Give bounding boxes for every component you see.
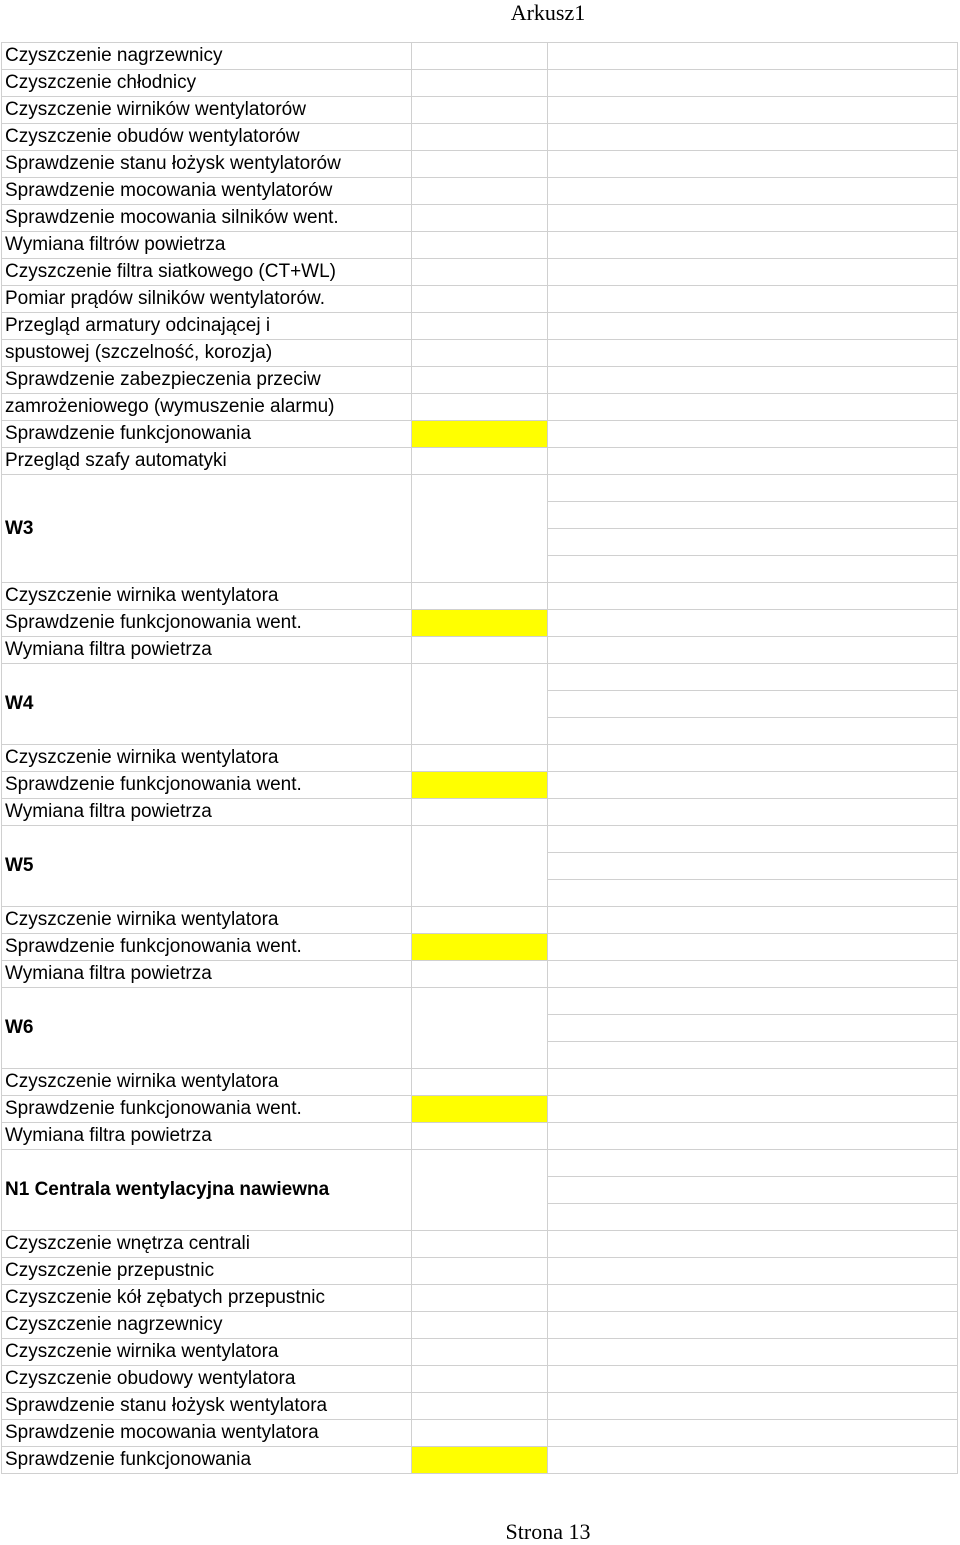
- empty-cell[interactable]: [412, 313, 548, 340]
- section-heading-cell[interactable]: W4: [2, 664, 412, 745]
- empty-cell[interactable]: [548, 1339, 958, 1366]
- empty-cell[interactable]: [548, 1258, 958, 1285]
- table-row: [2, 367, 958, 394]
- table-row: [2, 70, 958, 97]
- task-cell[interactable]: Czyszczenie chłodnicy: [2, 70, 412, 97]
- task-cell[interactable]: Wymiana filtra powietrza: [2, 799, 412, 826]
- table-row: [2, 1069, 958, 1096]
- empty-cell[interactable]: [548, 691, 958, 718]
- table-row: [2, 961, 958, 988]
- sheet-name: Arkusz1: [510, 0, 586, 25]
- empty-cell[interactable]: [412, 286, 548, 313]
- empty-cell[interactable]: [548, 1123, 958, 1150]
- table-row: [2, 799, 958, 826]
- empty-cell[interactable]: [412, 1123, 548, 1150]
- task-cell[interactable]: Sprawdzenie funkcjonowania went.: [2, 1096, 412, 1123]
- empty-cell[interactable]: [548, 610, 958, 637]
- task-cell[interactable]: Wymiana filtra powietrza: [2, 961, 412, 988]
- task-cell[interactable]: Sprawdzenie stanu łożysk wentylatorów: [2, 151, 412, 178]
- task-cell[interactable]: Czyszczenie wirnika wentylatora: [2, 1069, 412, 1096]
- task-cell[interactable]: Pomiar prądów silników wentylatorów.: [2, 286, 412, 313]
- section-heading-cell[interactable]: N1 Centrala wentylacyjna nawiewna: [2, 1150, 412, 1231]
- table-row: [2, 907, 958, 934]
- empty-cell[interactable]: [548, 286, 958, 313]
- empty-cell[interactable]: [412, 1069, 548, 1096]
- task-cell[interactable]: Czyszczenie wirnika wentylatora: [2, 907, 412, 934]
- empty-cell[interactable]: [548, 637, 958, 664]
- empty-cell[interactable]: [548, 70, 958, 97]
- table-row: [2, 826, 958, 853]
- task-cell[interactable]: Sprawdzenie mocowania wentylatorów: [2, 178, 412, 205]
- empty-cell[interactable]: [548, 232, 958, 259]
- empty-cell[interactable]: [548, 1393, 958, 1420]
- task-cell[interactable]: Czyszczenie filtra siatkowego (CT+WL): [2, 259, 412, 286]
- table-row: [2, 124, 958, 151]
- empty-cell[interactable]: [548, 880, 958, 907]
- empty-cell[interactable]: [412, 43, 548, 70]
- spreadsheet-table: [1, 42, 958, 1474]
- empty-cell[interactable]: [412, 1312, 548, 1339]
- empty-cell[interactable]: [412, 178, 548, 205]
- table-row: [2, 1393, 958, 1420]
- empty-cell[interactable]: [548, 313, 958, 340]
- empty-cell[interactable]: [412, 664, 548, 745]
- task-cell[interactable]: Czyszczenie kół zębatych przepustnic: [2, 1285, 412, 1312]
- empty-cell[interactable]: [412, 232, 548, 259]
- task-cell[interactable]: Czyszczenie obudowy wentylatora: [2, 1366, 412, 1393]
- task-cell[interactable]: Wymiana filtra powietrza: [2, 1123, 412, 1150]
- task-cell[interactable]: Sprawdzenie funkcjonowania went.: [2, 934, 412, 961]
- empty-cell[interactable]: [548, 1420, 958, 1447]
- highlighted-cell[interactable]: [412, 772, 548, 799]
- task-cell[interactable]: Wymiana filtra powietrza: [2, 637, 412, 664]
- table-row: [2, 151, 958, 178]
- empty-cell[interactable]: [412, 124, 548, 151]
- task-cell[interactable]: spustowej (szczelność, korozja): [2, 340, 412, 367]
- empty-cell[interactable]: [412, 340, 548, 367]
- empty-cell[interactable]: [412, 475, 548, 583]
- empty-cell[interactable]: [412, 799, 548, 826]
- page-number: Strona 13: [505, 1519, 591, 1544]
- empty-cell[interactable]: [412, 205, 548, 232]
- empty-cell[interactable]: [412, 988, 548, 1069]
- empty-cell[interactable]: [548, 1231, 958, 1258]
- empty-cell[interactable]: [548, 1069, 958, 1096]
- empty-cell[interactable]: [548, 1015, 958, 1042]
- empty-cell[interactable]: [548, 178, 958, 205]
- empty-cell[interactable]: [548, 1285, 958, 1312]
- empty-cell[interactable]: [412, 1285, 548, 1312]
- table-row: [2, 475, 958, 502]
- empty-cell[interactable]: [412, 745, 548, 772]
- empty-cell[interactable]: [412, 151, 548, 178]
- task-cell[interactable]: Sprawdzenie funkcjonowania: [2, 421, 412, 448]
- empty-cell[interactable]: [548, 97, 958, 124]
- table-row: [2, 97, 958, 124]
- table-row: [2, 1366, 958, 1393]
- empty-cell[interactable]: [412, 1339, 548, 1366]
- empty-cell[interactable]: [412, 367, 548, 394]
- empty-cell[interactable]: [548, 475, 958, 502]
- task-cell[interactable]: Sprawdzenie funkcjonowania went.: [2, 610, 412, 637]
- table-row: [2, 259, 958, 286]
- task-cell[interactable]: Sprawdzenie funkcjonowania: [2, 1447, 412, 1474]
- task-cell[interactable]: Czyszczenie obudów wentylatorów: [2, 124, 412, 151]
- empty-cell[interactable]: [548, 1447, 958, 1474]
- empty-cell[interactable]: [548, 1096, 958, 1123]
- empty-cell[interactable]: [548, 799, 958, 826]
- highlighted-cell[interactable]: [412, 1447, 548, 1474]
- task-cell[interactable]: Sprawdzenie zabezpieczenia przeciw: [2, 367, 412, 394]
- empty-cell[interactable]: [548, 772, 958, 799]
- table-row: [2, 448, 958, 475]
- empty-cell[interactable]: [548, 1204, 958, 1231]
- section-heading-cell[interactable]: W6: [2, 988, 412, 1069]
- empty-cell[interactable]: [412, 1393, 548, 1420]
- table-row: [2, 394, 958, 421]
- task-cell[interactable]: Czyszczenie wirnika wentylatora: [2, 583, 412, 610]
- task-cell[interactable]: Czyszczenie nagrzewnicy: [2, 1312, 412, 1339]
- empty-cell[interactable]: [548, 583, 958, 610]
- task-cell[interactable]: Czyszczenie wirnika wentylatora: [2, 745, 412, 772]
- table-row: [2, 178, 958, 205]
- task-cell[interactable]: Czyszczenie wirników wentylatorów: [2, 97, 412, 124]
- empty-cell[interactable]: [412, 1420, 548, 1447]
- task-cell[interactable]: Sprawdzenie mocowania silników went.: [2, 205, 412, 232]
- task-cell[interactable]: Czyszczenie nagrzewnicy: [2, 43, 412, 70]
- highlighted-cell[interactable]: [412, 934, 548, 961]
- empty-cell[interactable]: [412, 907, 548, 934]
- table-row: [2, 1339, 958, 1366]
- table-row: [2, 1096, 958, 1123]
- task-cell[interactable]: Przegląd armatury odcinającej i: [2, 313, 412, 340]
- task-cell[interactable]: Czyszczenie wirnika wentylatora: [2, 1339, 412, 1366]
- section-heading-cell[interactable]: W3: [2, 475, 412, 583]
- section-heading-cell[interactable]: W5: [2, 826, 412, 907]
- empty-cell[interactable]: [548, 826, 958, 853]
- empty-cell[interactable]: [548, 421, 958, 448]
- highlighted-cell[interactable]: [412, 610, 548, 637]
- empty-cell[interactable]: [412, 826, 548, 907]
- table-row: [2, 232, 958, 259]
- table-row: [2, 205, 958, 232]
- empty-cell[interactable]: [412, 1150, 548, 1231]
- empty-cell[interactable]: [412, 394, 548, 421]
- empty-cell[interactable]: [548, 259, 958, 286]
- empty-cell[interactable]: [548, 1366, 958, 1393]
- table-row: [2, 637, 958, 664]
- empty-cell[interactable]: [412, 259, 548, 286]
- empty-cell[interactable]: [412, 97, 548, 124]
- table-row: [2, 1312, 958, 1339]
- empty-cell[interactable]: [548, 988, 958, 1015]
- task-cell[interactable]: Czyszczenie przepustnic: [2, 1258, 412, 1285]
- empty-cell[interactable]: [548, 340, 958, 367]
- empty-cell[interactable]: [548, 907, 958, 934]
- empty-cell[interactable]: [548, 1312, 958, 1339]
- table-row: [2, 1285, 958, 1312]
- empty-cell[interactable]: [548, 961, 958, 988]
- empty-cell[interactable]: [548, 394, 958, 421]
- empty-cell[interactable]: [548, 745, 958, 772]
- table-row: [2, 583, 958, 610]
- table-row: [2, 1420, 958, 1447]
- task-cell[interactable]: zamrożeniowego (wymuszenie alarmu): [2, 394, 412, 421]
- empty-cell[interactable]: [412, 448, 548, 475]
- empty-cell[interactable]: [548, 1177, 958, 1204]
- table-row: [2, 43, 958, 70]
- empty-cell[interactable]: [548, 124, 958, 151]
- table-row: [2, 421, 958, 448]
- task-cell[interactable]: Wymiana filtrów powietrza: [2, 232, 412, 259]
- task-cell[interactable]: Czyszczenie wnętrza centrali: [2, 1231, 412, 1258]
- empty-cell[interactable]: [548, 1150, 958, 1177]
- task-cell[interactable]: Sprawdzenie mocowania wentylatora: [2, 1420, 412, 1447]
- empty-cell[interactable]: [412, 637, 548, 664]
- empty-cell[interactable]: [412, 1258, 548, 1285]
- empty-cell[interactable]: [548, 43, 958, 70]
- table-row: [2, 1123, 958, 1150]
- empty-cell[interactable]: [548, 934, 958, 961]
- empty-cell[interactable]: [548, 853, 958, 880]
- highlighted-cell[interactable]: [412, 1096, 548, 1123]
- table-row: [2, 1258, 958, 1285]
- table-row: [2, 745, 958, 772]
- task-cell[interactable]: Przegląd szafy automatyki: [2, 448, 412, 475]
- empty-cell[interactable]: [548, 556, 958, 583]
- table-row: [2, 664, 958, 691]
- empty-cell[interactable]: [548, 664, 958, 691]
- empty-cell[interactable]: [412, 1366, 548, 1393]
- table-row: [2, 610, 958, 637]
- empty-cell[interactable]: [412, 70, 548, 97]
- table-row: [2, 988, 958, 1015]
- empty-cell[interactable]: [412, 961, 548, 988]
- empty-cell[interactable]: [548, 367, 958, 394]
- empty-cell[interactable]: [548, 502, 958, 529]
- table-row: [2, 772, 958, 799]
- task-cell[interactable]: Sprawdzenie stanu łożysk wentylatora: [2, 1393, 412, 1420]
- table-row: [2, 934, 958, 961]
- table-row: [2, 340, 958, 367]
- table-row: [2, 286, 958, 313]
- highlighted-cell[interactable]: [412, 421, 548, 448]
- task-cell[interactable]: Sprawdzenie funkcjonowania went.: [2, 772, 412, 799]
- table-row: [2, 1231, 958, 1258]
- empty-cell[interactable]: [548, 448, 958, 475]
- table-row: [2, 1447, 958, 1474]
- table-row: [2, 1150, 958, 1177]
- empty-cell[interactable]: [548, 529, 958, 556]
- empty-cell[interactable]: [548, 1042, 958, 1069]
- empty-cell[interactable]: [548, 718, 958, 745]
- empty-cell[interactable]: [548, 205, 958, 232]
- table-row: [2, 313, 958, 340]
- empty-cell[interactable]: [412, 1231, 548, 1258]
- empty-cell[interactable]: [412, 583, 548, 610]
- empty-cell[interactable]: [548, 151, 958, 178]
